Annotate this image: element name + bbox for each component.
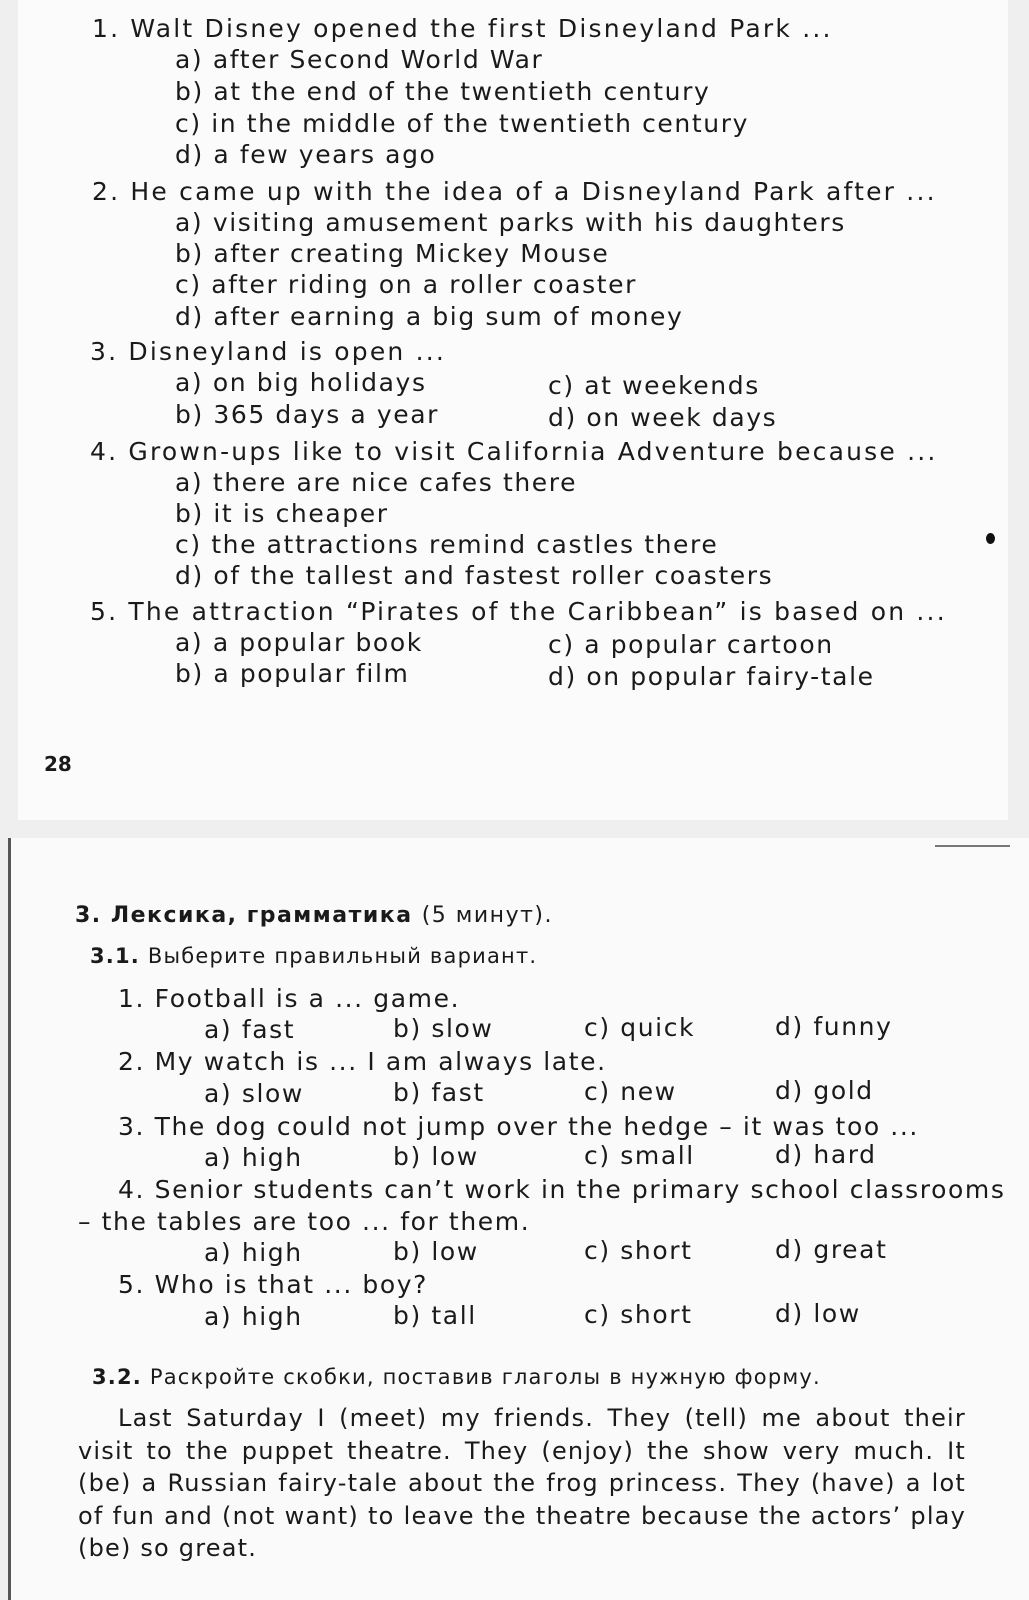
item-question-continued: – the tables are too ... for them. (78, 1207, 531, 1236)
option-d: d) on popular fairy-tale (548, 662, 875, 691)
option-c: c) at weekends (548, 371, 760, 400)
option-b: b) fast (393, 1078, 485, 1107)
option-d: d) after earning a big sum of money (175, 302, 684, 331)
option-a: a) a popular book (175, 628, 423, 657)
option-b: b) slow (393, 1014, 494, 1043)
question-text: 1. Walt Disney opened the first Disneyland Park ... (92, 14, 833, 43)
option-b: b) low (393, 1142, 479, 1171)
option-a: a) on big holidays (175, 368, 427, 397)
option-a: a) high (204, 1238, 303, 1267)
option-a: a) slow (204, 1079, 304, 1108)
subsection-number: 3.1. (90, 944, 140, 968)
option-b: b) it is cheaper (175, 499, 389, 528)
option-d: d) a few years ago (175, 140, 437, 169)
option-a: a) visiting amusement parks with his daughters (175, 208, 846, 237)
subsection-3-2-heading (92, 1365, 821, 1389)
ink-dot (986, 533, 995, 544)
option-c: c) new (584, 1077, 677, 1106)
option-a: a) high (204, 1302, 303, 1331)
option-d: d) gold (775, 1076, 874, 1105)
item-question: 1. Football is a ... game. (118, 984, 461, 1013)
item-question: 2. My watch is ... I am always late. (118, 1047, 607, 1076)
option-d: d) low (775, 1299, 861, 1328)
question-text: 4. Grown-ups like to visit California Adventure because ... (90, 437, 938, 466)
subsection-3-1-heading (90, 944, 537, 968)
subsection-number: 3.2. (92, 1365, 142, 1389)
option-c: c) a popular cartoon (548, 630, 834, 659)
option-b: b) after creating Mickey Mouse (175, 239, 610, 268)
question-text: 3. Disneyland is open ... (90, 337, 447, 366)
option-c: c) short (584, 1236, 693, 1265)
section-heading-title: 3. Лексика, грамматика (75, 903, 413, 928)
option-c: c) after riding on a roller coaster (175, 270, 637, 299)
option-d: d) on week days (548, 403, 778, 432)
option-c: c) small (584, 1141, 695, 1170)
question-text: 5. The attraction “Pirates of the Caribbean” is based on ... (90, 597, 947, 626)
section-heading (75, 903, 553, 928)
option-c: c) in the middle of the twentieth century (175, 109, 749, 138)
option-d: d) funny (775, 1012, 893, 1041)
option-d: d) great (775, 1235, 888, 1264)
option-b: b) tall (393, 1301, 477, 1330)
page-number: 28 (44, 752, 72, 776)
item-question: 5. Who is that ... boy? (118, 1270, 429, 1299)
option-c: c) the attractions remind castles there (175, 530, 719, 559)
section-heading-time: (5 минут). (421, 903, 553, 928)
option-c: c) quick (584, 1013, 696, 1042)
option-d: d) hard (775, 1140, 877, 1169)
item-question: 4. Senior students can’t work in the primary school classrooms (118, 1175, 1006, 1204)
option-b: b) low (393, 1237, 479, 1266)
option-b: b) a popular film (175, 659, 410, 688)
option-a: a) there are nice cafes there (175, 468, 578, 497)
option-d: d) of the tallest and fastest roller coasters (175, 561, 774, 590)
item-question: 3. The dog could not jump over the hedge – it was too ... (118, 1112, 919, 1141)
option-c: c) short (584, 1300, 693, 1329)
subsection-title: Раскройте скобки, поставив глаголы в нужную форму. (149, 1365, 821, 1389)
page-edge-line (935, 845, 1010, 847)
option-a: a) fast (204, 1015, 296, 1044)
question-text: 2. He came up with the idea of a Disneyland Park after ... (92, 177, 937, 206)
option-b: b) at the end of the twentieth century (175, 77, 711, 106)
option-b: b) 365 days a year (175, 400, 440, 429)
option-a: a) high (204, 1143, 303, 1172)
subsection-title: Выберите правильный вариант. (147, 944, 538, 968)
option-a: a) after Second World War (175, 45, 544, 74)
exercise-paragraph: Last Saturday I (meet) my friends. They (tell) me about their visit to the puppet theatre. They (enjoy) the show very much. It (be) a Russian fairy-tale about the frog princess. They (have) a lot of fun and (not want) to leave the theatre because the actors’ play (be) so great. (78, 1404, 966, 1562)
